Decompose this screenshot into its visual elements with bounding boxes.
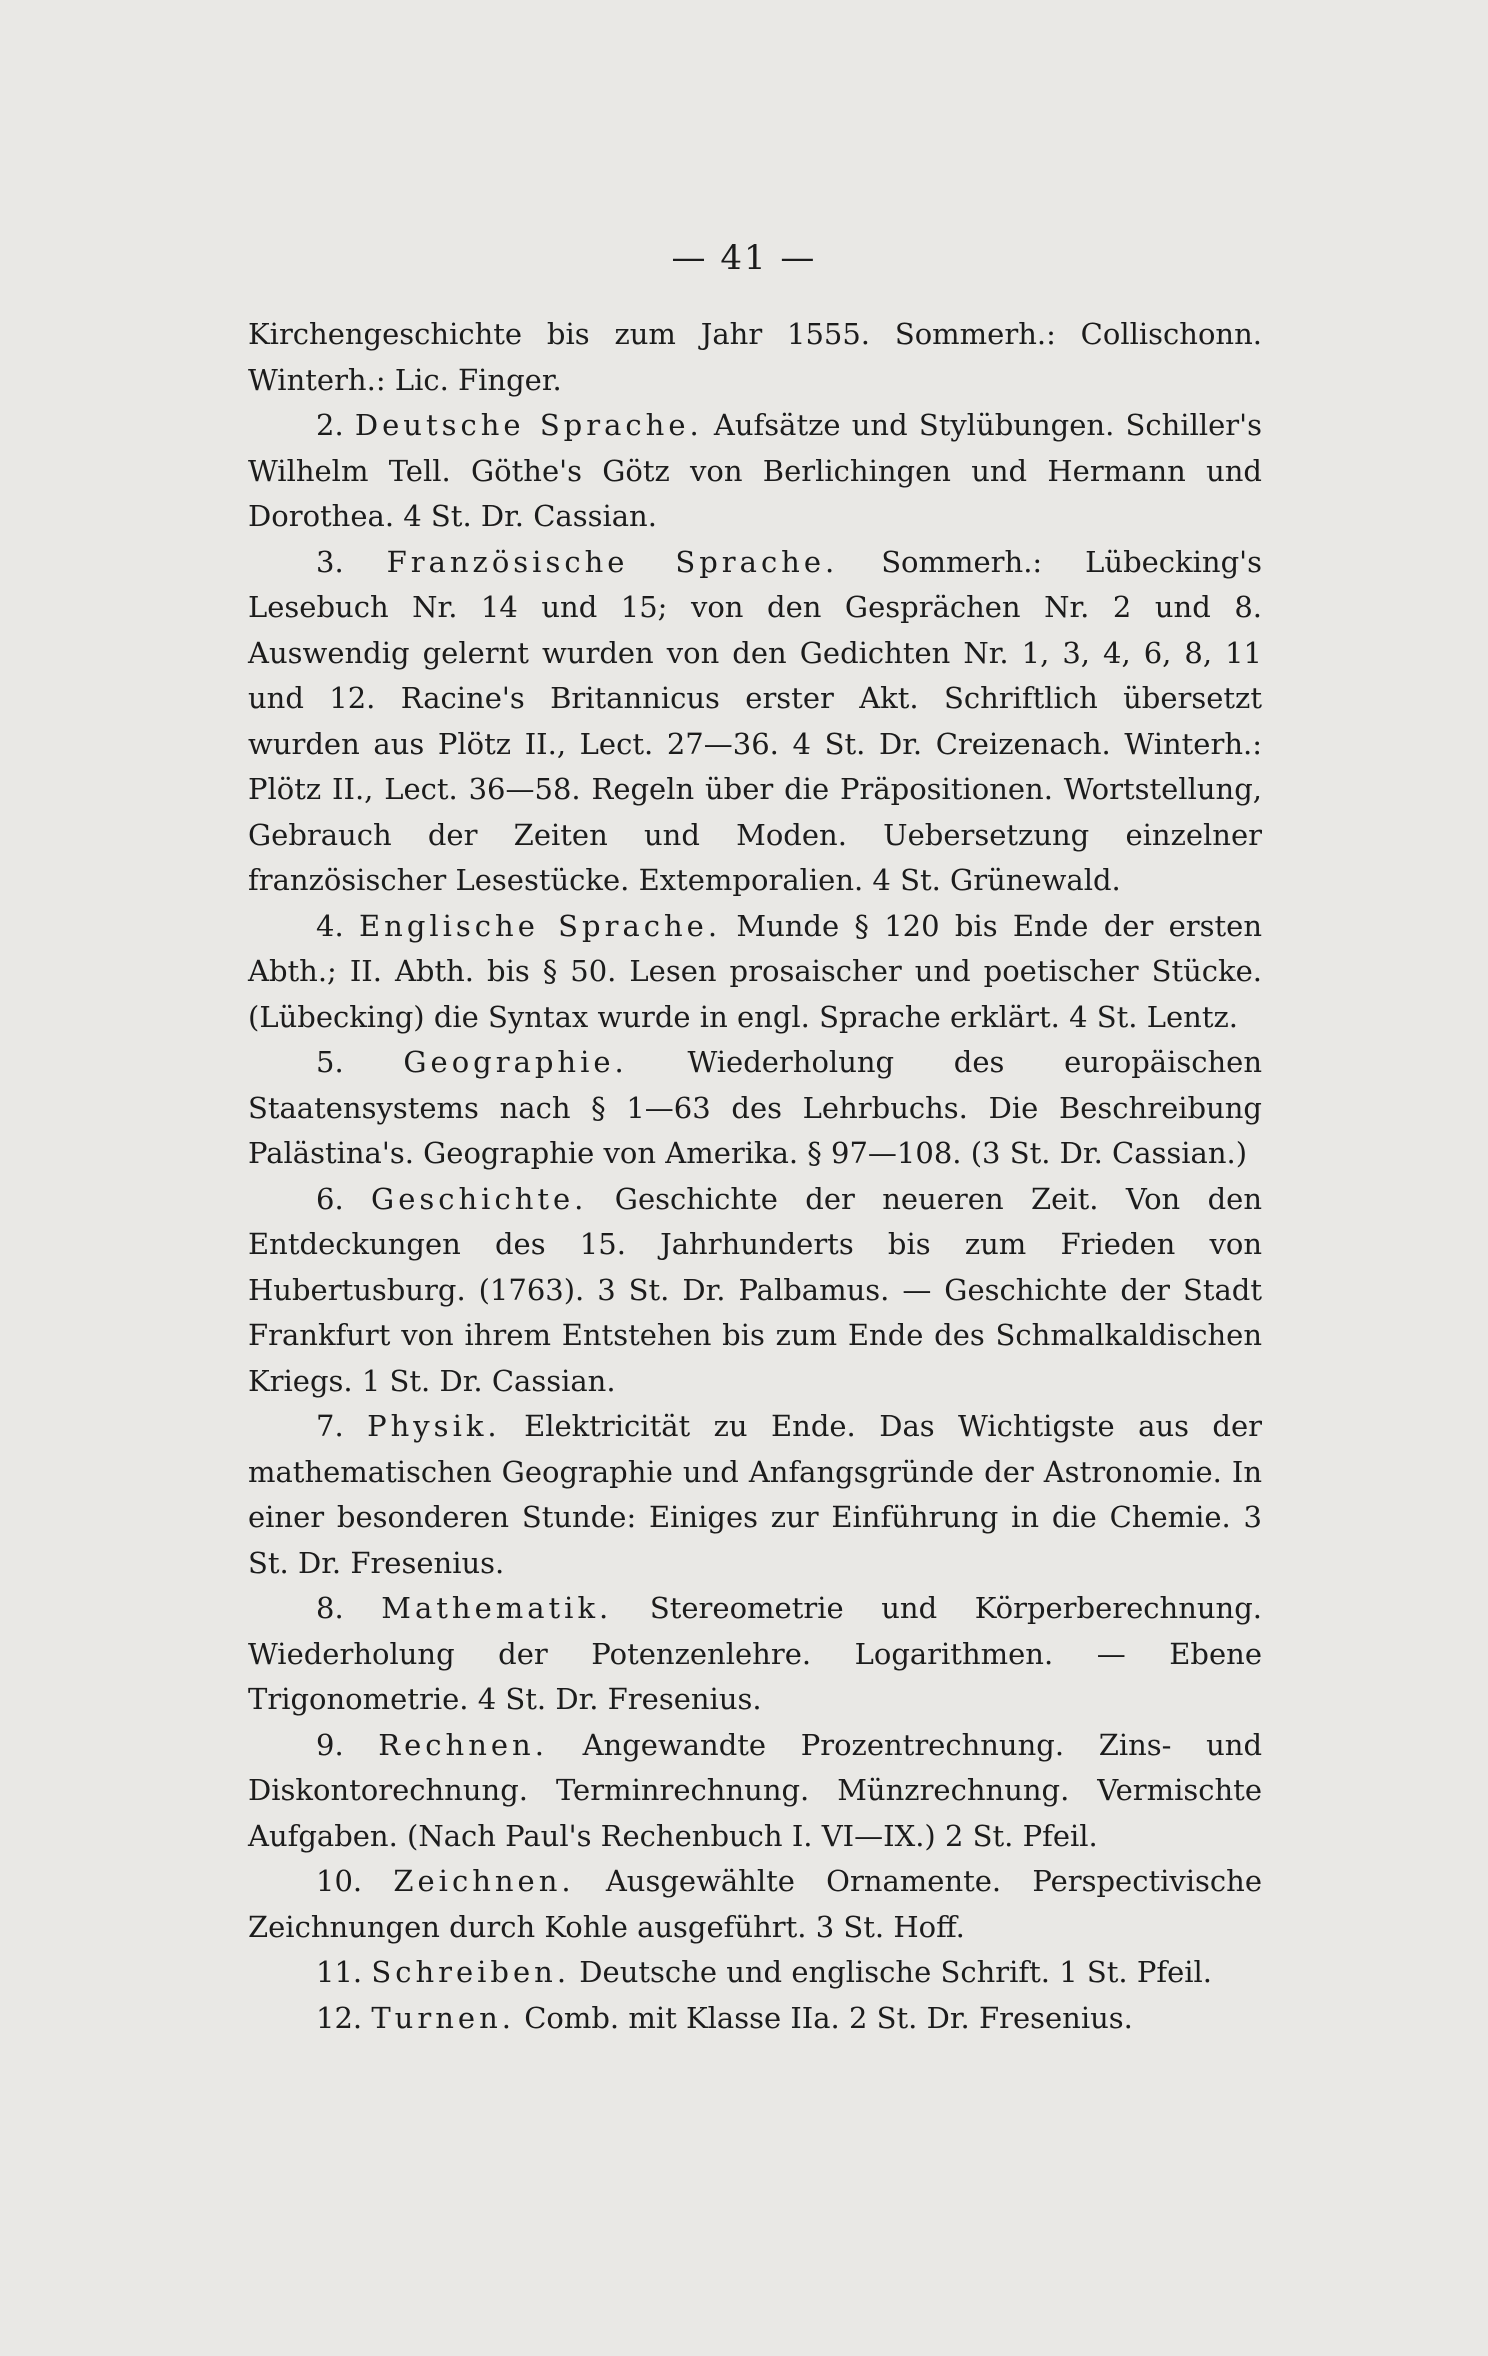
section-mathematics bbox=[248, 1586, 1262, 1723]
section-history bbox=[248, 1177, 1262, 1405]
section-subject: Rechnen. bbox=[378, 1727, 548, 1762]
section-number: 8. bbox=[316, 1591, 344, 1625]
section-subject: Geschichte. bbox=[371, 1181, 588, 1216]
section-subject: Deutsche Sprache. bbox=[354, 408, 703, 442]
section-number: 6. bbox=[316, 1181, 344, 1216]
section-text: Stereometrie und Körperberechnung. Wiederholung der Potenzenlehre. Logarithmen. — Ebene Trigonometrie. 4 St. Dr. Fresenius. bbox=[248, 1591, 1263, 1716]
section-text: Deutsche und englische Schrift. 1 St. Pfeil. bbox=[579, 1955, 1213, 1989]
section-text: Geschichte der neueren Zeit. Von den Entdeckungen des 15. Jahrhunderts bis zum Frieden von Hubertusburg. (1763). 3 St. Dr. Palbamus. — Geschichte der Stadt Frankfurt von ihrem Entstehen bis zum Ende des Schmalkaldischen Kriegs. 1 St. Dr. Cassian. bbox=[248, 1181, 1263, 1398]
section-text: Sommerh.: Lübecking's Lesebuch Nr. 14 und 15; von den Gesprächen Nr. 2 und 8. Auswendig gelernt wurden von den Gedichten Nr. 1, 3, 4, 6, 8, 11 und 12. Racine's Britannicus erster Akt. Schriftlich übersetzt wurden aus Plötz II., Lect. 27—36. 4 St. Dr. Creizenach. Winterh.: Plötz II., Lect. 36—58. Regeln über die Präpositionen. Wortstellung, Gebrauch der Zeiten und Moden. Uebersetzung einzelner französischer Lesestücke. Extemporalien. 4 St. Grünewald. bbox=[248, 544, 1262, 897]
section-subject: Zeichnen. bbox=[393, 1864, 575, 1898]
section-writing bbox=[248, 1950, 1262, 1996]
section-subject: Physik. bbox=[367, 1409, 501, 1443]
section-english bbox=[248, 904, 1262, 1041]
section-subject: Schreiben. bbox=[371, 1955, 571, 1989]
section-number: 5. bbox=[316, 1045, 344, 1079]
section-number: 9. bbox=[316, 1727, 344, 1762]
section-number: 4. bbox=[316, 908, 344, 943]
section-text: Wiederholung des europäischen Staatensystems nach § 1—63 des Lehrbuchs. Die Beschreibung Palästina's. Geographie von Amerika. § 97—108. (3 St. Dr. Cassian.) bbox=[248, 1045, 1263, 1170]
section-subject: Turnen. bbox=[371, 2000, 515, 2035]
section-gymnastics bbox=[248, 1996, 1262, 2042]
section-number: 11. bbox=[316, 1955, 363, 1989]
section-number: 12. bbox=[316, 2000, 363, 2035]
continuation-paragraph: Kirchengeschichte bis zum Jahr 1555. Sommerh.: Collischonn. Winterh.: Lic. Finger. bbox=[248, 317, 1262, 397]
section-text: Elektricität zu Ende. Das Wichtigste aus der mathematischen Geographie und Anfangsgründe der Astronomie. In einer besonderen Stunde: Einiges zur Einführung in die Chemie. 3 St. Dr. Fresenius. bbox=[248, 1409, 1263, 1580]
section-text: Comb. mit Klasse IIa. 2 St. Dr. Fresenius. bbox=[524, 2000, 1133, 2035]
section-number: 10. bbox=[316, 1864, 363, 1898]
section-drawing bbox=[248, 1859, 1262, 1950]
section-german bbox=[248, 403, 1262, 540]
section-geography bbox=[248, 1040, 1262, 1177]
section-number: 7. bbox=[316, 1409, 344, 1443]
section-physics bbox=[248, 1404, 1262, 1586]
section-arithmetic bbox=[248, 1723, 1262, 1860]
section-subject: Englische Sprache. bbox=[358, 908, 722, 943]
section-text: Munde § 120 bis Ende der ersten Abth.; II. Abth. bis § 50. Lesen prosaischer und poetischer Stücke. (Lübecking) die Syntax wurde in engl. Sprache erklärt. 4 St. Lentz. bbox=[248, 908, 1263, 1034]
page-number: — 41 — bbox=[671, 238, 817, 278]
page-body bbox=[248, 312, 1262, 2041]
section-subject: Mathematik. bbox=[381, 1591, 613, 1625]
section-text: Angewandte Prozentrechnung. Zins- und Diskontorechnung. Terminrechnung. Münzrechnung. Vermischte Aufgaben. (Nach Paul's Rechenbuch I. VI—IX.) 2 St. Pfeil. bbox=[248, 1727, 1263, 1853]
section-text: Ausgewählte Ornamente. Perspectivische Zeichnungen durch Kohle ausgeführt. 3 St. Hoff. bbox=[248, 1864, 1263, 1944]
section-subject: Geographie. bbox=[403, 1045, 628, 1079]
section-number: 3. bbox=[316, 544, 344, 579]
section-text: Aufsätze und Stylübungen. Schiller's Wilhelm Tell. Göthe's Götz von Berlichingen und Hermann und Dorothea. 4 St. Dr. Cassian. bbox=[248, 408, 1262, 533]
section-number: 2. bbox=[316, 408, 344, 442]
section-subject: Französische Sprache. bbox=[386, 544, 839, 579]
section-french bbox=[248, 540, 1262, 904]
